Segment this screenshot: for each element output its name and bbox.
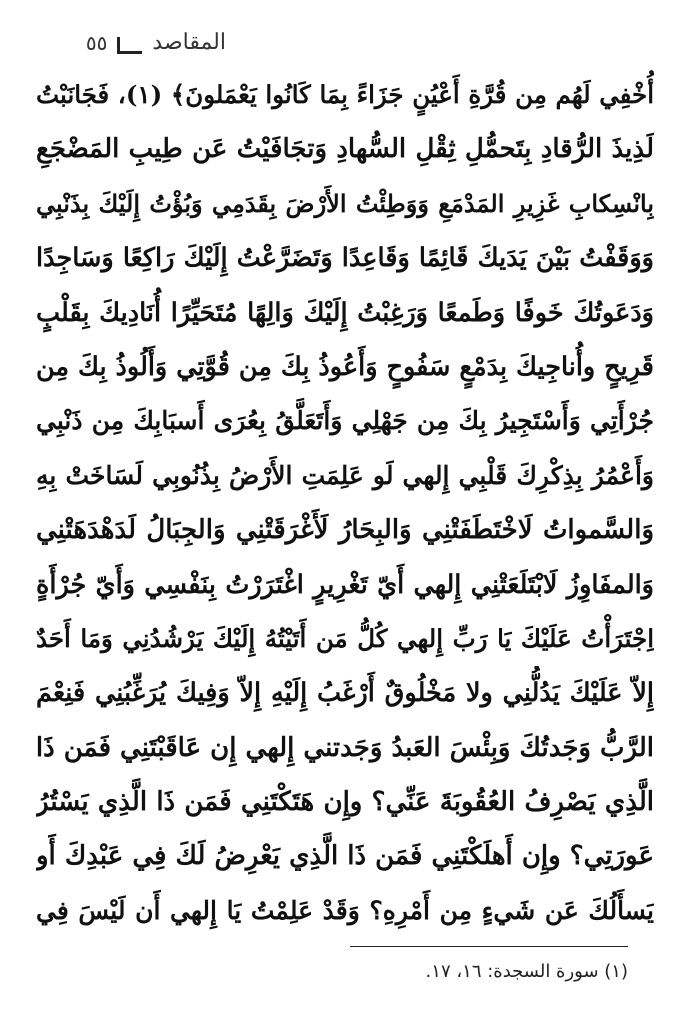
- text-line: وَالمفَاوِزُ لَابْتَلَعَتْنِي إِلهي أَيّ تَغْرِيرٍ اغْتَرَرْتُ بِنَفْسِي وَأَيّ جُرْأَةٍ: [36, 569, 654, 600]
- text-line: يَسأَلُكَ عَن شَيءٍ مِن أَمْرِهِ؟ وَقَدْ عَلِمْتُ يَا إِلهي أَن لَيْسَ فِي: [36, 895, 654, 925]
- text-line: وَالسَّمواتُ لَاخْتَطَفَتْنِي وَالبِحَارُ لَأَغْرَقَتْنِي وَالجِبَالُ لَدَهْدَهَتْنِي: [36, 515, 654, 546]
- header-ornament: [117, 37, 142, 54]
- text-line: وَأَعْمُرُ بِذِكْرِكَ قَلْبِي إِلهي لَو عَلِمَتِ الأَرْضُ بِذُنُوبِي لَسَاخَتْ بِهِ: [36, 460, 654, 490]
- text-line: إِلاّ عَلَيْكَ يَدُلُّنِي ولا مَخْلُوقٌ أَرْغَبُ إِلَيْهِ إِلاّ وَفِيكَ يُرَغِّبُنِي فَنِعْمَ: [36, 678, 654, 709]
- running-title: المقاصد: [152, 30, 226, 55]
- text-line: الَّذِي يَصْرِفُ العُقُوبَةَ عَنِّي؟ وإِن هَتَكْتَنِي فَمَن ذَا الَّذِي يَسْتُرُ: [36, 787, 654, 818]
- text-line: الرَّبُّ وَجَدتُكَ وَبِئْسَ العَبدُ وَجَدتني إِلهي إِن عَاقَبْتَنِي فَمَن ذَا: [36, 732, 654, 763]
- text-line: اِجْتَرَأْتُ عَلَيْكَ يَا رَبِّ إِلهي كُلُّ مَن أَتَيْتُهُ إِلَيْكَ يَرْشُدُنِي وَمَا أَحَدٌ: [36, 623, 654, 653]
- text-line: لَذِيذَ الرُّقادِ بِتَحمُّلِ ثِقْلِ السُّهادِ وَتجَافَيْتُ عَن طِيبِ المَضْجَعِ: [36, 134, 654, 165]
- text-line: قَرِيحٍ وأُناجِيكَ بِدَمْعٍ سَفُوحٍ وَأَعُوذُ بِكَ مِن قُوَّتِي وَأَلُوذُ بِكَ مِن: [36, 351, 654, 382]
- footnote-divider: [350, 946, 628, 947]
- text-line: بِانْسِكابِ غَزِيرِ المَدْمَعِ وَوَطِئْتُ الأَرْضَ بِقَدَمِي وَبُؤْتُ إِلَيْكَ بِذَنْبِي: [36, 188, 654, 218]
- footnote: (١) سورة السجدة: ١٦، ١٧.: [425, 961, 628, 982]
- text-line: عَورَتِي؟ وإِن أَهلَكْتَنِي فَمَن ذَا الَّذِي يَعْرِضُ لَكَ فِي عَبْدِكَ أَو: [36, 841, 654, 872]
- page-number: ٥٥: [85, 31, 108, 55]
- text-line: جُرْأَتِي وَأَسْتَجِيرُ بِكَ مِن جَهْلِي وَأَتَعَلَّقُ بِعُرَى أَسبَابِكَ مِن ذَنْبِي: [36, 406, 654, 436]
- text-line: وَدَعَوتُكَ خَوفًا وَطَمعًا وَرَغِبْتُ إِلَيْكَ وَالِهًا مُتَحَيِّرًا أُنَادِيكَ بِقَلْبٍ: [36, 297, 654, 328]
- text-line: أُخْفِي لَهُم مِن قُرَّةِ أَعْيُنٍ جَزَاءً بِمَا كَانُوا يَعْمَلونَ﴾ (١)، فَجَانَبْتُ: [36, 80, 654, 109]
- body-text: [36, 68, 654, 938]
- text-line: وَوَقَفْتُ بَيْنَ يَدَيكَ قَائِمًا وَقَاعِدًا وَتَضَرَّعْتُ إِلَيْكَ رَاكِعًا وَسَاجِدًا: [36, 243, 654, 274]
- page-header: [56, 20, 226, 66]
